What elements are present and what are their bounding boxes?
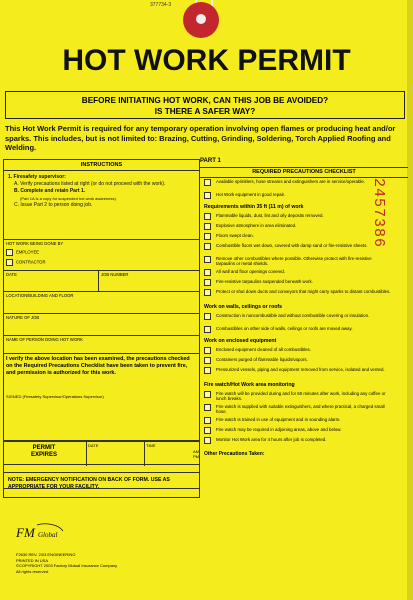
form-number-top: 377734-3	[150, 2, 172, 8]
job-number-label: JOB NUMBER	[101, 272, 129, 277]
checklist-item-text: Monitor Hot Work area for 4 hours after job is completed.	[216, 437, 327, 442]
checklist-item-text: Flammable liquids, dust, lint and oily deposits removed.	[216, 213, 324, 218]
emergency-note: NOTE: EMERGENCY NOTIFICATION ON BACK OF FORM. USE AS APPROPRIATE FOR YOUR FACILITY.	[3, 472, 200, 498]
footer	[16, 552, 117, 574]
expires-time-label: TIME	[146, 443, 156, 448]
nature-label: NATURE OF JOB	[6, 315, 40, 320]
contractor-checkbox[interactable]	[6, 259, 13, 266]
expires-label-1: PERMIT	[32, 445, 56, 451]
checklist-item-text: Containers purged of flammable liquids/vapors.	[216, 357, 308, 362]
checklist-heading: REQUIRED PRECAUTIONS CHECKLIST	[200, 167, 408, 178]
checklist-checkbox[interactable]	[204, 357, 211, 364]
verification-box	[3, 353, 200, 441]
expires-date-label: DATE	[88, 443, 99, 448]
location-label: LOCATION/BUILDING AND FLOOR	[6, 293, 74, 298]
checklist-checkbox[interactable]	[204, 243, 211, 250]
checklist-checkbox[interactable]	[204, 437, 211, 444]
person-name-label: NAME OF PERSON DOING HOT WORK	[6, 337, 83, 342]
checklist-checkbox[interactable]	[204, 347, 211, 354]
instr-b: B. Complete and retain Part 1.	[14, 188, 86, 194]
footer-line: PRINTED IN USA	[16, 557, 49, 563]
checklist-section-heading: Work on enclosed equipment	[204, 338, 277, 344]
intro-text: This Hot Work Permit is required for any temporary operation involving open flames or producing heat and/or sparks. This includes, but is not limited to: Brazing, Cutting, Grinding, Soldering, Torch Applied Roofing and Welding.	[5, 124, 396, 152]
checklist-section-heading: Fire watch/Hot Work area monitoring	[204, 382, 295, 388]
footer-line: All rights reserved.	[16, 568, 50, 574]
avoid-question-box	[5, 91, 405, 119]
date-label: DATE	[6, 272, 17, 277]
checklist-checkbox[interactable]	[204, 404, 211, 411]
expires-date-field[interactable]	[86, 442, 147, 466]
checklist-checkbox[interactable]	[204, 269, 211, 276]
expires-label-2: EXPIRES	[30, 452, 57, 458]
person-name-field[interactable]	[4, 335, 199, 355]
am-label: AM	[193, 449, 199, 454]
checklist-item-text: Construction is noncombustible and without combustible covering or insulation.	[216, 313, 370, 318]
serial-number	[371, 178, 391, 268]
checklist-checkbox[interactable]	[204, 179, 211, 186]
checklist-item-text: Combustible floors wet down, covered with damp sand or fire-resistive sheets.	[216, 243, 368, 248]
checklist-checkbox[interactable]	[204, 326, 211, 333]
reinforced-hole-icon	[183, 2, 219, 38]
nature-of-job-field[interactable]	[4, 313, 199, 335]
instr-a: A. Verify precautions listed at right (or do not proceed with the work).	[14, 181, 166, 187]
avoid-question-line1: BEFORE INITIATING HOT WORK, CAN THIS JOB BE AVOIDED?	[81, 96, 329, 105]
part1-label: PART 1	[200, 158, 221, 164]
avoid-question-line2: IS THERE A SAFER WAY?	[154, 107, 256, 116]
checklist-item-text: Explosive atmosphere in area eliminated.	[216, 223, 297, 228]
checklist-item-text: Combustibles on other side of walls, ceilings or roofs are moved away.	[216, 326, 353, 331]
checklist-item-text: Fire-resistive tarpaulins suspended beneath work.	[216, 279, 313, 284]
instr-b-note: (Part 1A is a copy for suspended hot work awareness).	[20, 196, 117, 201]
svg-text:FM: FM	[16, 525, 35, 540]
checklist-item-text: Pressurized vessels, piping and equipment removed from service, isolated and vented.	[216, 367, 385, 372]
checklist-section-heading: Work on walls, ceilings or roofs	[204, 304, 283, 310]
checklist-item-text: Protect or shut down ducts and conveyors that might carry sparks to distant combustibles.	[216, 289, 391, 294]
checklist-item-text: All wall and floor openings covered.	[216, 269, 286, 274]
job-number-field[interactable]	[98, 270, 199, 292]
verify-text: I verify the above location has been examined, the precautions checked on the Required Precautions Checklist have been taken to prevent fire, and permission is authorized for this work.	[6, 356, 190, 376]
svg-text:Global: Global	[38, 531, 58, 539]
contractor-label: CONTRACTOR	[16, 259, 46, 265]
checklist-item-text: Hot Work equipment in good repair.	[216, 192, 285, 197]
checklist-checkbox[interactable]	[204, 367, 211, 374]
instr-c: C. Issue Part 2 to person doing job.	[14, 202, 93, 208]
checklist-item-text: Enclosed equipment cleaned of all combustibles.	[216, 347, 311, 352]
employee-checkbox[interactable]	[6, 249, 13, 256]
checklist-item-text: Fire watch may be required in adjoining areas, above and below.	[216, 427, 342, 432]
other-precautions-label: Other Precautions Taken:	[204, 451, 265, 457]
checklist-checkbox[interactable]	[204, 192, 211, 199]
checklist-item-text: Floors swept clean.	[216, 233, 254, 238]
permit-expires-row	[3, 441, 200, 465]
checklist-item-text: Fire watch is trained in use of equipment and in sounding alarm.	[216, 417, 341, 422]
location-field[interactable]	[4, 291, 199, 313]
page-title: HOT WORK PERMIT	[62, 44, 351, 77]
checklist-checkbox[interactable]	[204, 289, 211, 296]
checklist-checkbox[interactable]	[204, 313, 211, 320]
checklist-item-text: Remove other combustibles where possible. Otherwise protect with fire-resistive tarpaulins or metal shields.	[216, 256, 372, 267]
checklist-checkbox[interactable]	[204, 223, 211, 230]
instructions-heading: INSTRUCTIONS	[4, 160, 199, 171]
employee-label: EMPLOYEE	[16, 249, 40, 255]
footer-line: ©COPYRIGHT 2003 Factory Mutual Insurance Company	[16, 563, 118, 568]
expires-time-field[interactable]	[144, 442, 202, 466]
checklist-checkbox[interactable]	[204, 213, 211, 220]
checklist-item-text: Available sprinklers, hose streams and extinguishers are in service/operable.	[216, 179, 366, 184]
done-by-field	[4, 239, 199, 269]
fm-global-logo	[14, 522, 64, 542]
checklist-checkbox[interactable]	[204, 427, 211, 434]
pm-label: PM	[193, 454, 199, 459]
signature-field[interactable]	[6, 402, 196, 432]
checklist-item-text: Fire watch is supplied with suitable extinguishers, and where practical, a charged small hose.	[216, 404, 385, 415]
checklist-checkbox[interactable]	[204, 256, 211, 263]
checklist-checkbox[interactable]	[204, 391, 211, 398]
done-by-label: HOT WORK BEING DONE BY	[6, 241, 64, 246]
checklist-section-heading: Requirements within 35 ft (11 m) of work	[204, 204, 304, 210]
instr-step1: 1. Firesafety supervisor:	[8, 174, 66, 180]
serial-number-text: 2457386	[370, 178, 387, 249]
checklist-checkbox[interactable]	[204, 279, 211, 286]
expires-label	[14, 445, 74, 459]
footer-line: F2630 REV. 2/03 ENGINEERING	[16, 552, 76, 557]
signed-label: SIGNED (Firesafety Supervisor/Operations Supervisor)	[6, 394, 104, 399]
checklist-checkbox[interactable]	[204, 417, 211, 424]
checklist-checkbox[interactable]	[204, 233, 211, 240]
checklist-item-text: Fire watch will be provided during and for 60 minutes after work, including any coffee or lunch breaks.	[216, 391, 386, 402]
